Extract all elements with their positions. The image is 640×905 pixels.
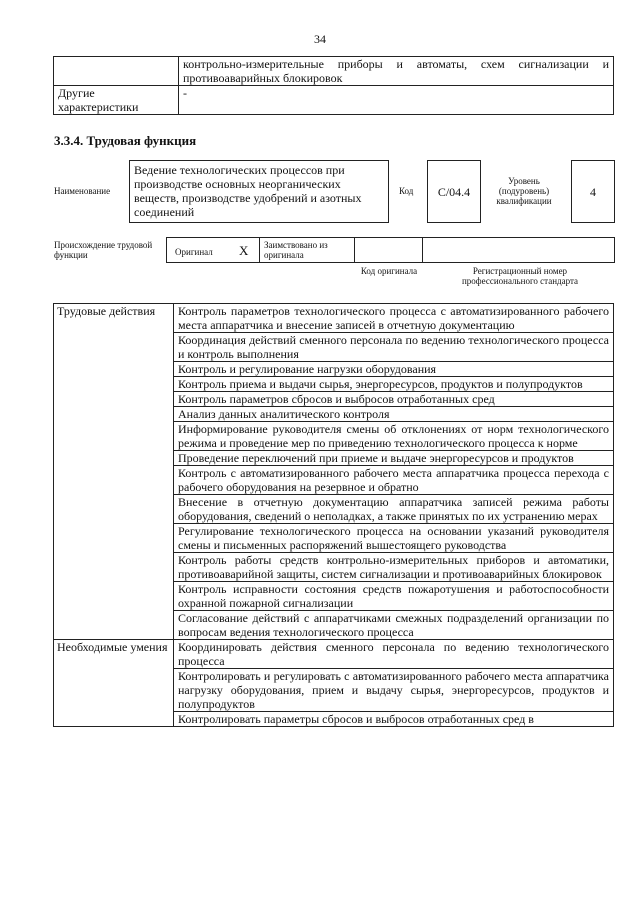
code-caption: Код оригинала bbox=[360, 266, 418, 276]
name-label: Наименование bbox=[54, 186, 111, 196]
function-name-box bbox=[129, 160, 389, 223]
level-value: 4 bbox=[590, 185, 596, 199]
level-box bbox=[571, 160, 615, 223]
labor-function-table bbox=[53, 303, 614, 727]
labor-action-item: Согласование действий с аппаратчиками смежных подразделений организации по вопросам ведения технологического процесса bbox=[174, 611, 614, 640]
characteristics-table bbox=[53, 56, 614, 115]
regnum-box bbox=[422, 237, 615, 263]
empty-cell bbox=[54, 57, 179, 86]
code-box bbox=[427, 160, 481, 223]
labor-action-item: Контроль работы средств контрольно-измерительных приборов и автоматики, противоаварийной защиты, систем сигнализации и противоаварийных блокировок bbox=[174, 553, 614, 582]
labor-action-item: Контроль параметров технологического процесса с автоматизированного рабочего места аппаратчика и внесение записей в отчетную документацию bbox=[174, 304, 614, 333]
regnum-caption: Регистрационный номер профессионального стандарта bbox=[461, 266, 579, 286]
skill-item: Контролировать и регулировать с автоматизированного рабочего места аппаратчика нагрузку оборудования, прием и выдачу сырья, энергоресурсов, продуктов и полупродуктов bbox=[174, 669, 614, 712]
code-label: Код bbox=[399, 186, 414, 196]
borrowed-box bbox=[259, 237, 355, 263]
original-label: Оригинал bbox=[175, 247, 213, 257]
labor-action-item: Контроль параметров сбросов и выбросов отработанных сред bbox=[174, 392, 614, 407]
skills-label: Необходимые умения bbox=[54, 640, 174, 727]
table-row bbox=[54, 86, 614, 115]
original-box bbox=[166, 237, 260, 263]
labor-action-item: Информирование руководителя смены об отклонениях от норм технологического режима и проведение мер по приведению технологического процесса к норме bbox=[174, 422, 614, 451]
section-title: 3.3.4. Трудовая функция bbox=[54, 133, 197, 148]
borrowed-label: Заимствовано из оригинала bbox=[264, 240, 328, 260]
table-row bbox=[54, 57, 614, 86]
labor-actions-label: Трудовые действия bbox=[54, 304, 174, 640]
labor-action-item: Внесение в отчетную документацию аппаратчика записей режима работы оборудования, сведений о неполадках, а также принятых по их устранению мерах bbox=[174, 495, 614, 524]
origin-label: Происхождение трудовой функции bbox=[54, 240, 153, 260]
original-code-box bbox=[354, 237, 423, 263]
function-name-text: Ведение технологических процессов при производстве основных неорганических веществ, производстве удобрений и азотных соединений bbox=[134, 163, 362, 219]
labor-action-item: Контроль с автоматизированного рабочего места аппаратчика процесса перехода с рабочего оборудования на резервное и обратно bbox=[174, 466, 614, 495]
labor-action-item: Контроль приема и выдачи сырья, энергоресурсов, продуктов и полупродуктов bbox=[174, 377, 614, 392]
table-row bbox=[54, 304, 614, 333]
page-number: 34 bbox=[314, 32, 326, 46]
code-value: C/04.4 bbox=[437, 185, 471, 199]
labor-action-item: Проведение переключений при приеме и выдаче энергоресурсов и продуктов bbox=[174, 451, 614, 466]
labor-action-item: Анализ данных аналитического контроля bbox=[174, 407, 614, 422]
other-characteristics-value: - bbox=[179, 86, 614, 115]
original-mark: X bbox=[239, 243, 249, 258]
labor-action-item: Контроль и регулирование нагрузки оборудования bbox=[174, 362, 614, 377]
labor-action-item: Контроль исправности состояния средств пожаротушения и работоспособности охранной пожарной сигнализации bbox=[174, 582, 614, 611]
table-row bbox=[54, 640, 614, 669]
labor-action-item: Регулирование технологического процесса на основании указаний руководителя смены и письменных распоряжений вышестоящего руководства bbox=[174, 524, 614, 553]
continued-text: контрольно-измерительные приборы и автоматы, схем сигнализации и противоаварийных блокировок bbox=[179, 57, 614, 86]
skill-item: Контролировать параметры сбросов и выбросов отработанных сред в bbox=[174, 712, 614, 727]
level-label: Уровень (подуровень) квалификации bbox=[496, 176, 552, 206]
other-characteristics-label: Другие характеристики bbox=[54, 86, 179, 115]
labor-action-item: Координация действий сменного персонала по ведению технологического процесса и контроль выполнения bbox=[174, 333, 614, 362]
skill-item: Координировать действия сменного персонала по ведению технологического процесса bbox=[174, 640, 614, 669]
